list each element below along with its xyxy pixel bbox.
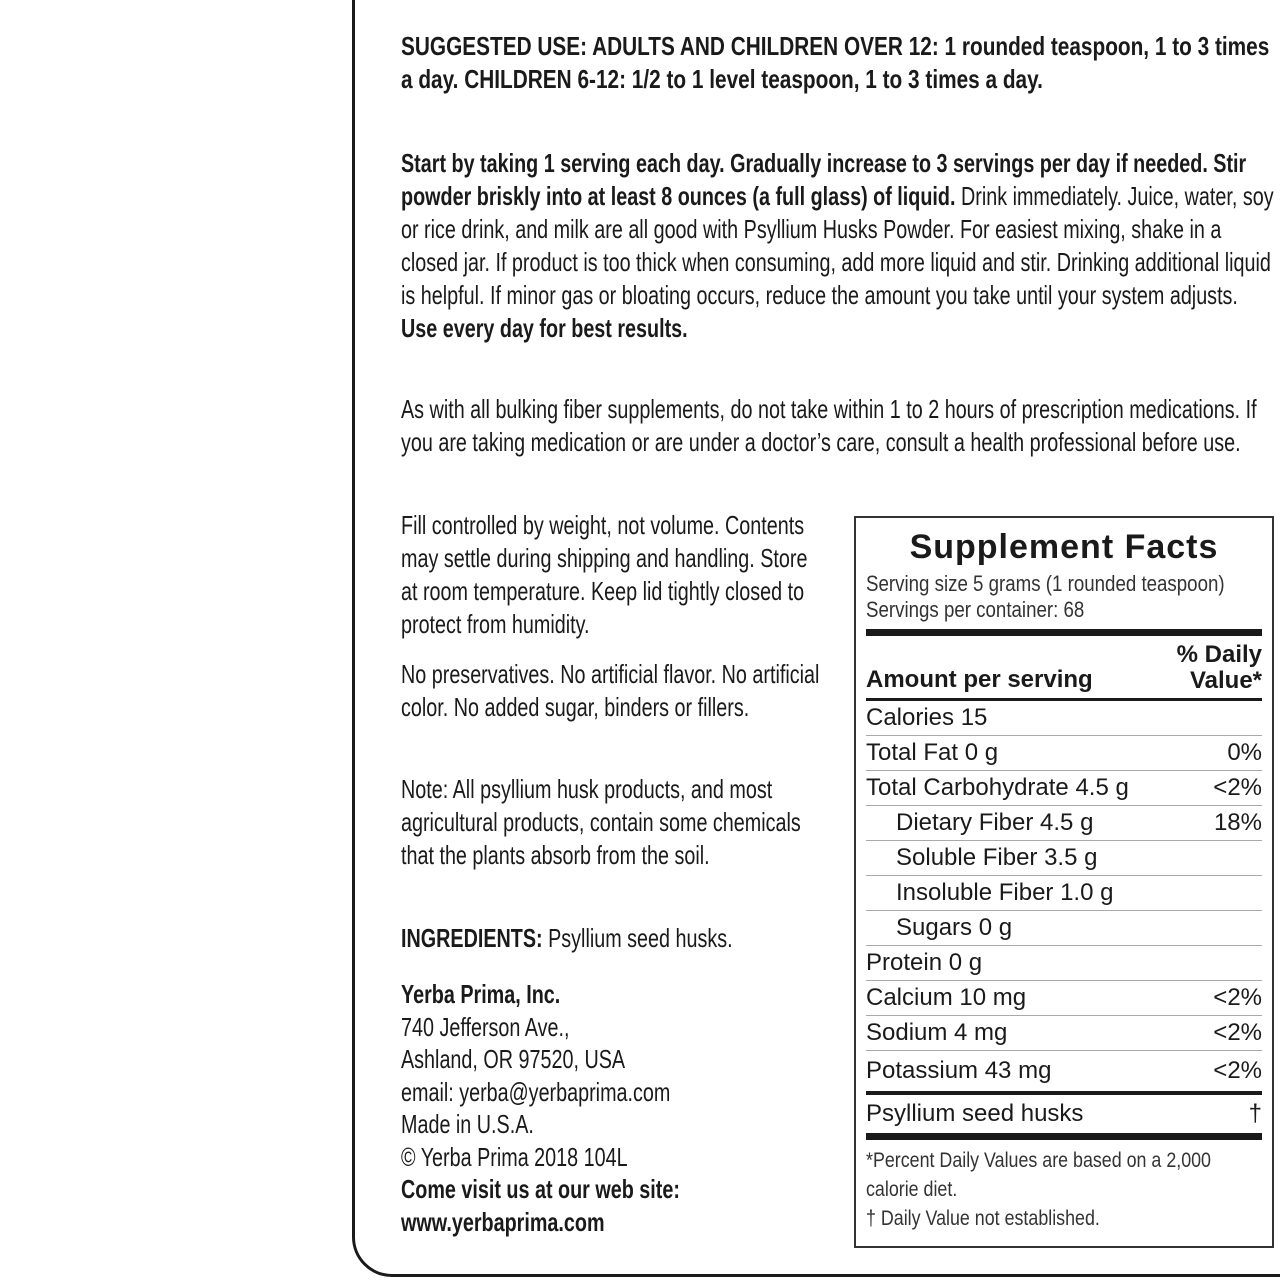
nutrient-name: Calcium 10 mg (866, 984, 1027, 1011)
thick-divider (866, 629, 1262, 636)
nutrient-name: Total Fat 0 g (866, 739, 999, 766)
company-address-line2: Ashland, OR 97520, USA (401, 1044, 626, 1074)
facts-header (866, 636, 1262, 701)
nutrient-name: Calories 15 (866, 704, 988, 731)
servings-per-container: Servings per container: 68 (866, 597, 1085, 622)
nutrient-dv: <2% (1213, 1019, 1262, 1046)
bulking-warning-text: As with all bulking fiber supplements, do not take within 1 to 2 hours of prescription medications. If you are taking medication or are under a doctor’s care, consult a health professional before use. (401, 394, 1257, 457)
company-name: Yerba Prima, Inc. (401, 979, 561, 1009)
daily-value-header-line1: % Daily (1176, 641, 1262, 668)
nutrient-name: Insoluble Fiber 1.0 g (896, 879, 1114, 906)
supplement-facts-title: Supplement Facts (909, 528, 1219, 566)
facts-footnotes (866, 1146, 1266, 1233)
copyright: © Yerba Prima 2018 104L (401, 1141, 628, 1172)
daily-value-header-line2: Value* (1189, 667, 1262, 694)
facts-row (866, 806, 1262, 841)
ingredients-value: Psyllium seed husks. (542, 923, 733, 953)
facts-row (866, 981, 1262, 1016)
nutrient-dv: † (1248, 1100, 1262, 1127)
no-preservatives (401, 658, 827, 724)
ingredients-label: INGREDIENTS: (401, 923, 543, 953)
footnote-daily-values: *Percent Daily Values are based on a 2,000 calorie diet. (866, 1149, 1211, 1201)
nutrient-name: Sodium 4 mg (866, 1019, 1008, 1046)
facts-row (866, 771, 1262, 806)
facts-row (866, 911, 1262, 946)
bulking-warning (401, 393, 1275, 459)
company-email: email: yerba@yerbaprima.com (401, 1076, 671, 1107)
nutrient-dv: <2% (1213, 774, 1262, 801)
nutrient-name: Psyllium seed husks (866, 1100, 1084, 1127)
instructions-bold-end: Use every day for best results. (401, 313, 688, 343)
suggested-use-text: SUGGESTED USE: ADULTS AND CHILDREN OVER 12: 1 rounded teaspoon, 1 to 3 times a day. CHILDREN 6-12: 1/2 to 1 level teaspoon, 1 to 3 times a day. (401, 31, 1270, 94)
no-preservatives-text: No preservatives. No artificial flavor. No artificial color. No added sugar, binders or fillers. (401, 659, 820, 722)
nutrient-dv: <2% (1213, 984, 1262, 1011)
facts-row (866, 1051, 1262, 1095)
serving-size: Serving size 5 grams (1 rounded teaspoon) (866, 571, 1225, 596)
visit-site: Come visit us at our web site: (401, 1174, 680, 1204)
supplement-facts-panel (854, 516, 1274, 1248)
fill-note-text: Fill controlled by weight, not volume. Contents may settle during shipping and handling. Store at room temperature. Keep lid tightly closed to protect from humidity. (401, 510, 808, 639)
nutrient-dv: 18% (1213, 809, 1262, 836)
nutrient-dv: 0% (1227, 739, 1262, 766)
company-address-line1: 740 Jefferson Ave., (401, 1011, 570, 1042)
made-in: Made in U.S.A. (401, 1109, 534, 1139)
daily-value-header (1177, 642, 1262, 694)
psyllium-note-text: Note: All psyllium husk products, and most agricultural products, contain some chemicals that the plants absorb from the soil. (401, 774, 801, 870)
ingredients (401, 922, 827, 955)
facts-row (866, 946, 1262, 981)
nutrient-name: Protein 0 g (866, 949, 983, 976)
facts-row (866, 876, 1262, 911)
facts-row (866, 736, 1262, 771)
nutrient-name: Sugars 0 g (896, 914, 1013, 941)
serving-info (866, 571, 1257, 623)
psyllium-note (401, 773, 827, 872)
suggested-use (401, 30, 1273, 96)
instructions-bold-start: Start by taking 1 serving each day. Gradually increase to 3 servings per day if needed. Stir powder briskly into at least 8 ounces (a full glass) of liquid. (401, 148, 1247, 211)
website: www.yerbaprima.com (401, 1206, 605, 1237)
nutrient-name: Potassium 43 mg (866, 1057, 1052, 1084)
amount-header: Amount per serving (866, 666, 1093, 693)
nutrient-dv: <2% (1213, 1057, 1262, 1084)
facts-row-psyllium (866, 1095, 1262, 1140)
footnote-not-established: † Daily Value not established. (866, 1207, 1100, 1230)
facts-row (866, 841, 1262, 876)
instructions-regular: Drink immediately. Juice, water, soy or rice drink, and milk are all good with Psyllium Husks Powder. For easiest mixing, shake in a closed jar. If product is too thick when consuming, add more liquid and stir. Drinking additional liquid is helpful. If minor gas or bloating occurs, reduce the amount you take until your system adjusts. (401, 181, 1274, 310)
instructions (401, 147, 1275, 345)
facts-row (866, 701, 1262, 736)
fill-note (401, 509, 827, 641)
facts-row (866, 1016, 1262, 1051)
nutrient-name: Soluble Fiber 3.5 g (896, 844, 1098, 871)
nutrient-name: Dietary Fiber 4.5 g (896, 809, 1094, 836)
company-info (401, 978, 827, 1238)
nutrient-name: Total Carbohydrate 4.5 g (866, 774, 1129, 801)
